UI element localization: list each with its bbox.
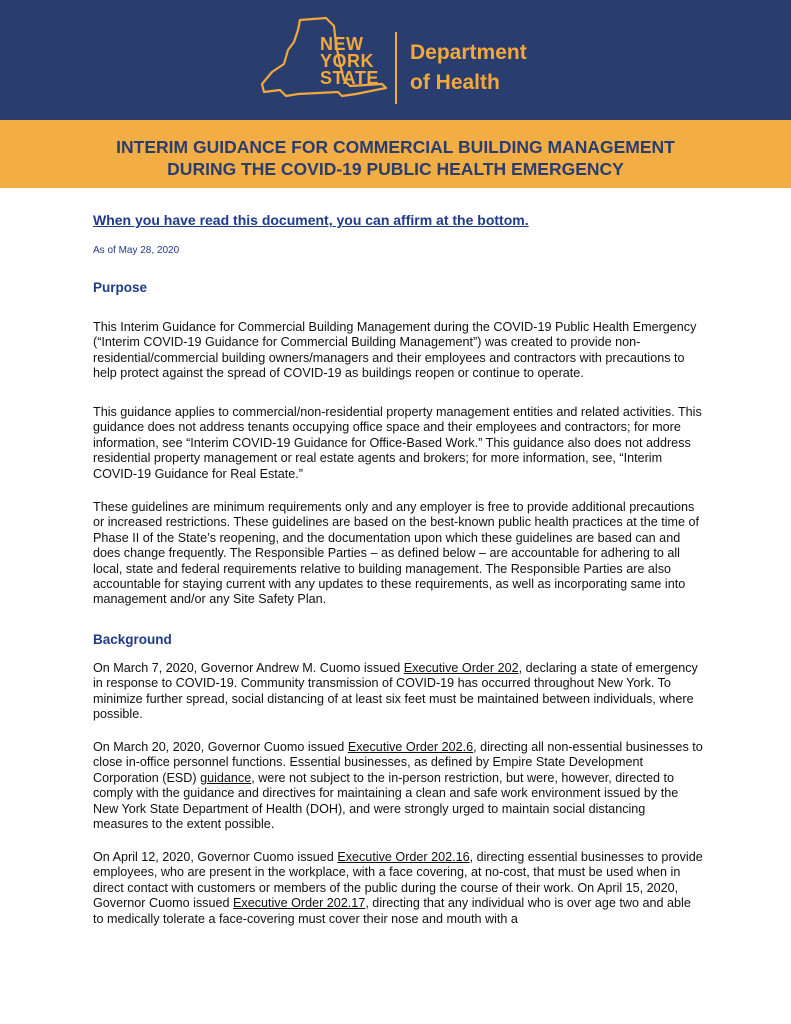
background-paragraph-1 xyxy=(93,661,703,723)
as-of-date: As of May 28, 2020 xyxy=(93,245,180,256)
title-line-1: INTERIM GUIDANCE FOR COMMERCIAL BUILDING MANAGEMENT xyxy=(116,137,675,157)
purpose-paragraph-3: These guidelines are minimum requirements only and any employer is free to provide additional precautions or increased restrictions. These guidelines are based on the best-known public health practices at the time of Phase II of the State’s reopening, and the documentation upon which these guidelines are based can and does change frequently. The Responsible Parties – as defined below – are accountable for adhering to all local, state and federal requirements relative to building management. The Responsible Parties are also accountable for staying current with any updates to these requirements, as well as incorporating same into management and/or any Site Safety Plan. xyxy=(93,500,700,607)
background-paragraph-3 xyxy=(93,850,703,927)
background-paragraph-2 xyxy=(93,740,703,832)
bg-p3-text-b: , directing essential businesses to provide employees, who are present in the workplace, with a face covering, at no-cost, that must be used when in direct contact with customers or members of the public during the course of their work. On April 15, 2020, Governor Cuomo issued xyxy=(93,850,703,911)
executive-order-202-6-link[interactable]: Executive Order 202.6 xyxy=(347,740,474,754)
bg-p2-text-c: , were not subject to the in-person restriction, but were, however, directed to comply with the guidance and directives for maintaining a clean and safe work environment issued by the New York State Department of Health (DOH), and were strongly urged to maintain social distancing measures to the extent possible. xyxy=(93,770,679,832)
bg-p3-text-a: On April 12, 2020, Governor Cuomo issued xyxy=(93,850,338,864)
purpose-paragraph-1: This Interim Guidance for Commercial Building Management during the COVID-19 Public Health Emergency (“Interim COVID-19 Guidance for Commercial Building Management”) was created to provide non-residential/commercial building owners/managers and their employees and contractors with precautions to help protect against the spread of COVID-19 as buildings reopen or continue to operate. xyxy=(93,320,697,381)
bg-p1-text-a: On March 7, 2020, Governor Andrew M. Cuomo issued xyxy=(93,661,404,675)
affirm-link[interactable]: When you have read this document, you can affirm at the bottom. xyxy=(93,212,529,228)
executive-order-202-17-link[interactable]: Executive Order 202.17 xyxy=(233,896,366,911)
bg-p2-text-b: , directing all non-essential businesses to close in-office personnel functions. Essential businesses, as defined by Empire State Development Corporation (ESD) xyxy=(93,740,703,785)
purpose-paragraph-2: This guidance applies to commercial/non-residential property management entities and related activities. This guidance does not address tenants occupying office space and their employees and contractors; for more information, see “Interim COVID-19 Guidance for Office-Based Work.” This guidance also does not address residential property management or real estate agents and brokers; for more information, see, “Interim COVID-19 Guidance for Real Estate.” xyxy=(93,405,702,481)
logo-line-york: YORK xyxy=(320,51,375,71)
executive-order-202-link[interactable]: Executive Order 202 xyxy=(403,661,519,675)
title-line-2: DURING THE COVID-19 PUBLIC HEALTH EMERGENCY xyxy=(167,159,624,179)
executive-order-202-16-link[interactable]: Executive Order 202.16 xyxy=(337,850,470,864)
background-heading: Background xyxy=(93,632,172,647)
bg-p3-text-c: , directing that any individual who is over age two and able to medically tolerate a face-covering must cover their nose and mouth with a xyxy=(93,896,691,926)
logo-line-state: STATE xyxy=(320,68,379,88)
logo-line-new: NEW xyxy=(320,34,364,54)
purpose-heading: Purpose xyxy=(93,280,148,295)
logo-state-wordmark xyxy=(320,36,379,87)
esd-guidance-link[interactable]: guidance xyxy=(200,770,252,785)
dept-line-1: Department xyxy=(410,41,527,64)
dept-line-2: of Health xyxy=(410,71,500,94)
document-title xyxy=(0,136,791,180)
logo-divider xyxy=(395,32,397,104)
logo-department-name xyxy=(410,38,527,98)
bg-p2-text-a: On March 20, 2020, Governor Cuomo issued xyxy=(93,740,348,754)
bg-p1-text-b: , declaring a state of emergency in response to COVID-19. Community transmission of COVID-19 has occurred throughout New York. To minimize further spread, social distancing of at least six feet must be maintained between individuals, where possible. xyxy=(93,661,698,722)
nys-doh-logo xyxy=(258,14,558,110)
